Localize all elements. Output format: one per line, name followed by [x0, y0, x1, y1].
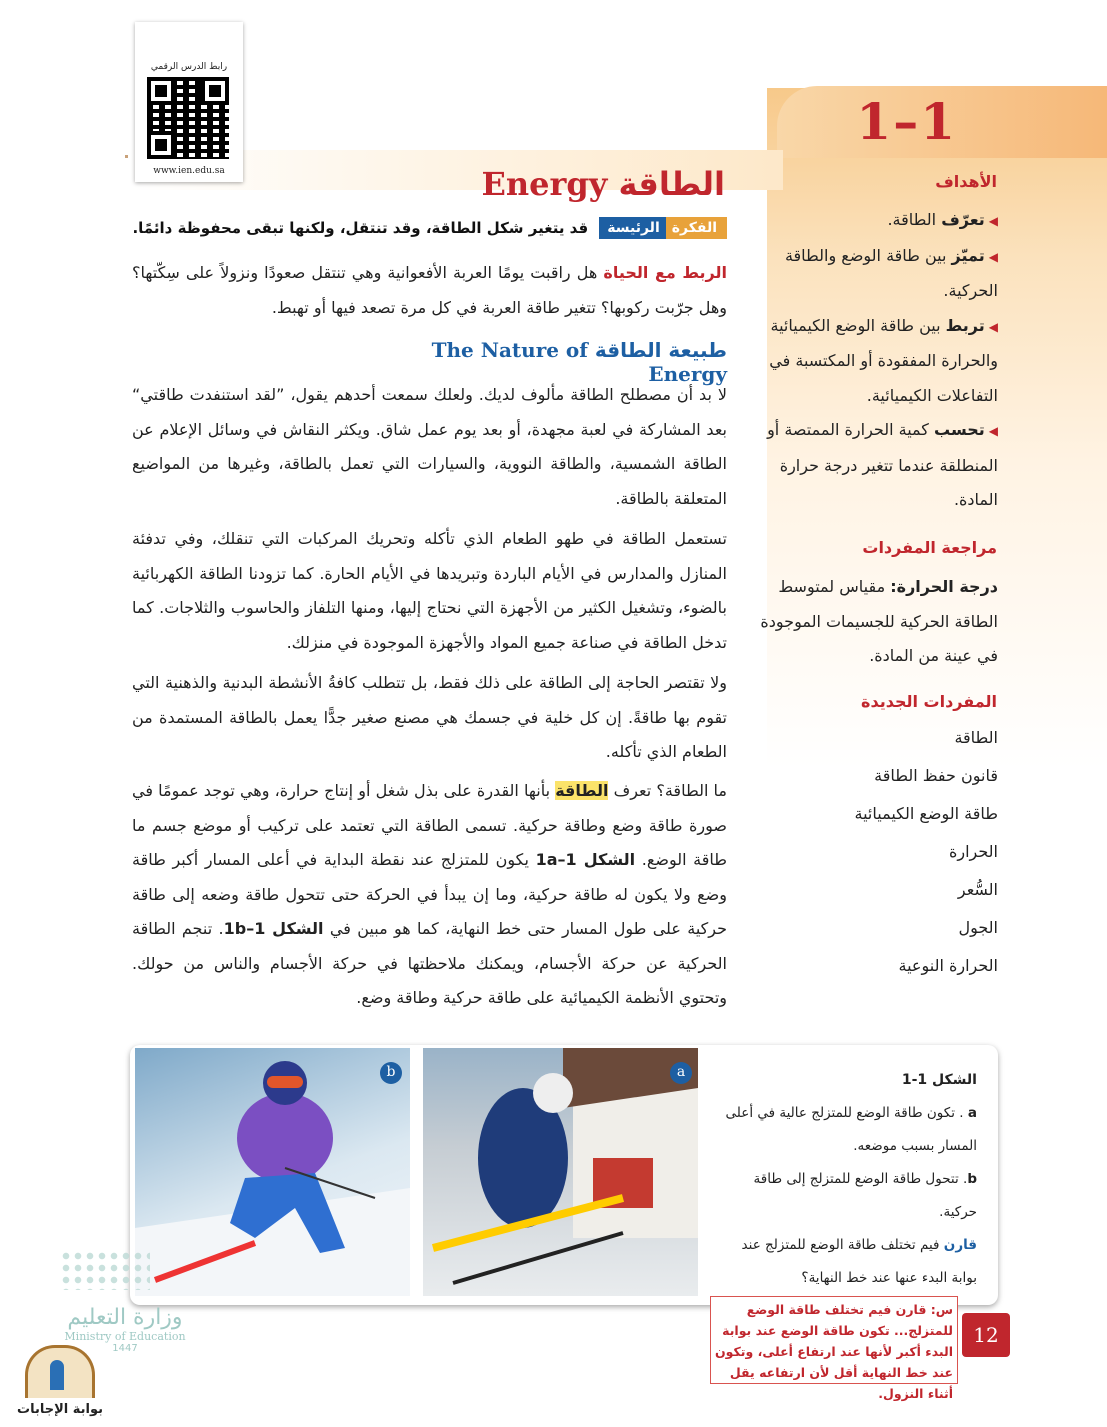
paragraph-3: ولا تقتصر الحاجة إلى الطاقة على ذلك فقط، بل تتطلب كافةُ الأنشطة البدنية والذهنية التي تقوم بها طاقةً. إن كل خلية في جسمك هي مصنع صغير جدًّا يعمل بالطاقة المستمدة من الطعام الذي تأكله. — [132, 673, 727, 761]
ministry-name-en: Ministry of Education — [64, 1330, 186, 1343]
life-link-lead: الربط مع الحياة — [603, 263, 728, 282]
ministry-logo-icon — [60, 1250, 150, 1290]
vocab-item[interactable]: الطاقة — [954, 728, 998, 747]
caption-a-text: . تكون طاقة الوضع للمتزلج عالية في أعلى المسار بسبب موضعه. — [725, 1105, 977, 1154]
vocab-review-entry — [745, 570, 998, 674]
objectives-heading: الأهداف — [935, 172, 997, 191]
vocab-review-definition: مقياس لمتوسط الطاقة الحركية للجسيمات الموجودة في عينة من المادة. — [760, 577, 998, 665]
qr-code-icon[interactable] — [147, 77, 229, 159]
qr-url[interactable]: www.ien.edu.sa — [153, 166, 225, 176]
page-title — [480, 165, 725, 203]
skier-a-illustration — [423, 1048, 698, 1296]
figure-ref-a[interactable]: الشكل 1–1a — [535, 850, 636, 869]
skier-b-illustration — [135, 1048, 410, 1296]
caption-b — [712, 1163, 977, 1229]
objective-text: كمية الحرارة الممتصة أو المنطلقة عندما تتغير درجة حرارة المادة. — [767, 420, 998, 509]
compare-lead: قارن — [943, 1237, 977, 1253]
objective-verb: تحسب — [934, 420, 985, 439]
vocab-item[interactable]: قانون حفظ الطاقة — [874, 766, 998, 785]
objective-verb: تربط — [945, 315, 985, 335]
page-number: 12 — [962, 1313, 1010, 1357]
ministry-year: 1447 — [112, 1343, 138, 1354]
highlight-term: الطاقة — [555, 781, 609, 800]
title-en: Energy — [481, 165, 608, 203]
new-vocab-heading: المفردات الجديدة — [861, 692, 997, 711]
objective-text: الطاقة. — [887, 210, 937, 229]
life-link-paragraph — [132, 256, 727, 325]
paragraph-1: لا بد أن مصطلح الطاقة مألوف لديك. ولعلك سمعت أحدهم يقول، ”لقد استنفدت طاقتي“ بعد المشاركة في لعبة مجهدة، أو بعد يوم عمل شاق. ويكثر النقاش في وسائل الإعلام عن الطاقة الشمسية، والطاقة النووية، والسيارات التي تعمل بالطاقة، وغيرها من المواضيع المتعلقة بالطاقة. — [132, 385, 727, 508]
vocab-item[interactable]: السُّعر — [957, 880, 998, 899]
answer-box: س: قارن فيم تختلف طاقة الوضع للمتزلج... تكون طاقة الوضع عند بوابة البدء أكبر لأنها عند ارتفاع أعلى، وتكون عند خط النهاية أقل لأن ارتفاعه يقل أثناء النزول. — [710, 1296, 958, 1384]
caption-b-text: . تتحول طاقة الوضع للمتزلج إلى طاقة حركية. — [753, 1171, 977, 1220]
skier-photo-a — [423, 1048, 698, 1296]
objectives-list — [745, 203, 998, 518]
p4-part-d: . تنجم الطاقة الحركية عن حركة الأجسام، ويمكنك ملاحظتها في حركة الأجسام والناس من حولك. وتحتوي الأنظمة الكيميائية على طاقة حركية وطاقة وضع. — [132, 919, 727, 1007]
objective-item — [745, 309, 998, 414]
skier-photo-b — [135, 1048, 410, 1296]
figure-ref-b[interactable]: الشكل 1–1b — [223, 919, 324, 938]
main-idea-text: قد يتغير شكل الطاقة، وقد تنتقل، ولكنها تبقى محفوظة دائمًا. — [132, 219, 589, 237]
objective-verb: تميّز — [951, 245, 985, 265]
new-vocab-list — [745, 719, 998, 985]
objective-text: بين طاقة الوضع الكيميائية والحرارة المفقودة أو المكتسبة في التفاعلات الكيميائية. — [769, 315, 998, 405]
lesson-number: 1–1 — [856, 92, 957, 151]
figure-title: الشكل 1-1 — [901, 1072, 977, 1088]
vocab-item[interactable]: طاقة الوضع الكيميائية — [854, 804, 998, 823]
vocab-item[interactable]: الحرارة النوعية — [898, 956, 998, 975]
objective-item — [745, 239, 998, 309]
p4-part-b: بأنها القدرة على بذل شغل أو إنتاج حرارة، وهي توجد عمومًا في صورة طاقة وضع وطاقة حركية. تسمى الطاقة التي تعتمد على تركيب أو موضع جسم ما طاقة الوضع. — [132, 781, 728, 869]
p4-part-a: ما الطاقة؟ تعرف — [613, 781, 727, 800]
title-ar: الطاقة — [618, 165, 725, 203]
section-heading-ar: طبيعة الطاقة — [594, 338, 727, 362]
caption-b-letter: b — [967, 1171, 977, 1187]
main-idea — [130, 217, 727, 247]
caption-a — [712, 1097, 977, 1163]
answers-gate-watermark[interactable] — [4, 1345, 116, 1425]
vocab-item[interactable]: الحرارة — [948, 842, 998, 861]
objective-verb: تعرّف — [941, 210, 985, 229]
ministry-name-ar: وزارة التعليم — [67, 1305, 183, 1330]
objective-text: بين طاقة الوضع والطاقة الحركية. — [784, 245, 998, 300]
objective-item — [745, 203, 998, 239]
qr-caption: رابط الدرس الرقمي — [150, 62, 228, 72]
qr-card[interactable] — [135, 22, 243, 182]
gate-icon — [25, 1345, 95, 1398]
vocab-review-term: درجة الحرارة: — [890, 577, 998, 596]
badge-a: a — [670, 1062, 692, 1084]
section-heading-en: The Nature of Energy — [431, 338, 727, 386]
caption-compare — [712, 1229, 977, 1295]
caption-a-letter: a — [967, 1105, 977, 1121]
badge-b: b — [380, 1062, 402, 1084]
vocab-review-heading: مراجعة المفردات — [862, 538, 997, 557]
paragraph-2: تستعمل الطاقة في طهو الطعام الذي تأكله وتحريك المركبات التي تنقلك، وفي تدفئة المنازل والمدارس في الأيام الباردة وتبريدها في الأيام الحارة. كما تزودنا الطاقة الكهربائية بالضوء، وتشغيل الكثير من الأجهزة التي نحتاج إليها، ومنها التلفاز والحاسوب والثلاجات. كما تدخل الطاقة في صناعة جميع المواد والأجهزة الموجودة في منزلك. — [132, 529, 727, 652]
objective-item — [745, 413, 998, 518]
compare-text: فيم تختلف طاقة الوضع للمتزلج عند بوابة البدء عنها عند خط النهاية؟ — [741, 1237, 977, 1286]
gate-label: بوابة الإجابات — [17, 1402, 103, 1417]
vocab-item[interactable]: الجول — [958, 918, 998, 937]
p4-part-c: يكون للمتزلج عند نقطة البداية في أعلى المسار أكبر طاقة وضع ولا يكون له طاقة حركية، وما إن يبدأ في الحركة حتى تتحول طاقة وضعه إلى طاقة حركية على طول المسار حتى خط النهاية، كما هو مبين في — [132, 850, 727, 938]
main-idea-tag-2: الرئيسة — [599, 217, 667, 239]
main-idea-tag: الفكرة — [666, 217, 727, 239]
life-link-text: هل راقبت يومًا العربة الأفعوانية وهي تنتقل صعودًا ونزولاً على سِكّتها؟ وهل جرّبت ركوبها؟ تتغير طاقة العربة في كل مرة تصعد فيها أو تهبط. — [132, 263, 727, 317]
figure-caption — [712, 1064, 977, 1295]
paragraph-4 — [132, 774, 727, 1016]
